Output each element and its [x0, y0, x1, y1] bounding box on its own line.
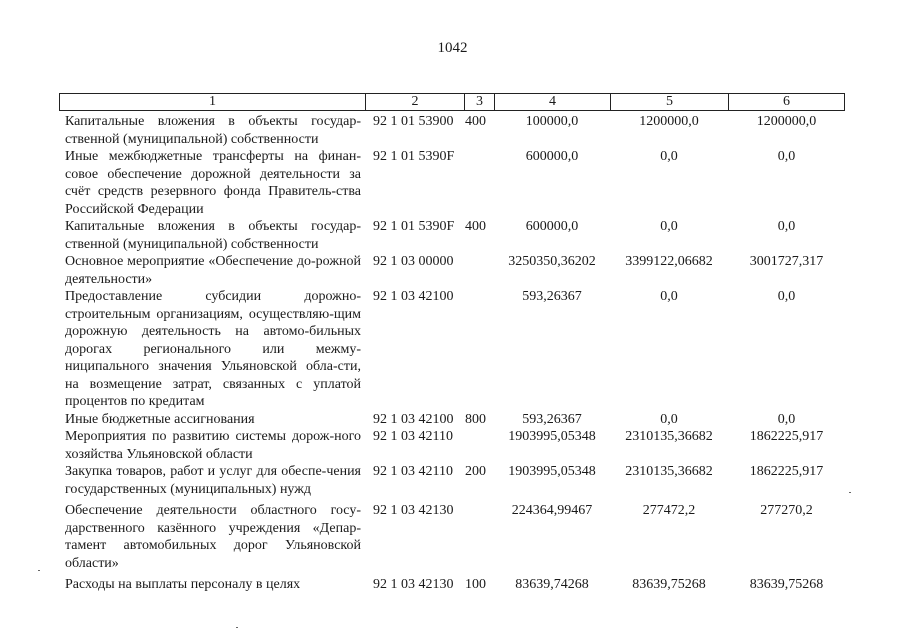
row-code: 92 1 03 42100 — [373, 289, 454, 304]
row-name: Закупка товаров, работ и услуг для обеспе-чения государственных (муниципальных) нужд — [65, 464, 361, 497]
row-vr: 400 — [465, 114, 486, 129]
row-code: 92 1 03 42110 — [373, 464, 453, 479]
row-vr: 200 — [465, 464, 486, 479]
row-name: Мероприятия по развитию системы дорож-ного хозяйства Ульяновской области — [65, 429, 361, 462]
table-row — [59, 463, 845, 498]
row-name: Иные межбюджетные трансферты на финан-совое обеспечение дорожной деятельности за счёт средств резервного фонда Правитель-ства Российской Федерации — [65, 149, 361, 217]
row-name: Капитальные вложения в объекты государ-ственной (муниципальной) собственности — [65, 219, 361, 252]
row-code: 92 1 03 42100 — [373, 411, 454, 427]
row-value-5: 2310135,36682 — [625, 429, 713, 444]
row-value-4: 1903995,05348 — [508, 464, 596, 479]
scan-speck — [236, 627, 238, 628]
row-value-4: 593,26367 — [522, 411, 582, 427]
row-name: Обеспечение деятельности областного госу-дарственного казённого учреждения «Депар-тамент автомобильных дорог Ульяновской области» — [65, 503, 361, 571]
scan-speck — [38, 570, 40, 571]
row-value-5: 83639,75268 — [632, 577, 706, 592]
row-name: Основное мероприятие «Обеспечение до-рожной деятельности» — [65, 254, 361, 287]
scan-speck — [849, 492, 851, 493]
table-row — [59, 411, 845, 429]
row-value-6: 1200000,0 — [756, 114, 817, 129]
row-value-5: 0,0 — [660, 149, 678, 164]
row-code: 92 1 01 5390F — [373, 149, 455, 164]
row-value-6: 1862225,917 — [749, 429, 824, 444]
table-row — [59, 113, 845, 148]
row-value-4: 100000,0 — [525, 114, 579, 129]
table-row — [59, 502, 845, 572]
row-value-6: 0,0 — [777, 411, 796, 427]
row-value-6: 0,0 — [777, 219, 796, 234]
row-value-6: 277270,2 — [760, 503, 813, 518]
row-value-6: 3001727,317 — [749, 254, 824, 269]
row-value-5: 2310135,36682 — [625, 464, 713, 479]
row-name: Капитальные вложения в объекты государ-ственной (муниципальной) собственности — [65, 114, 361, 147]
row-vr: 800 — [465, 411, 486, 427]
header-col-2: 2 — [366, 94, 465, 110]
row-value-6: 0,0 — [777, 289, 796, 304]
row-name: Расходы на выплаты персоналу в целях — [65, 577, 301, 592]
table-body — [59, 113, 845, 594]
row-code: 92 1 03 42130 — [373, 503, 454, 518]
header-col-5: 5 — [611, 94, 729, 110]
row-name: Иные бюджетные ассигнования — [65, 411, 255, 427]
row-value-5: 0,0 — [660, 289, 678, 304]
header-col-1: 1 — [60, 94, 366, 110]
row-value-4: 224364,99467 — [511, 503, 593, 518]
row-code: 92 1 03 00000 — [373, 254, 454, 269]
row-value-6: 83639,75268 — [749, 577, 824, 592]
row-vr: 100 — [465, 577, 486, 592]
header-col-6: 6 — [783, 94, 790, 109]
row-value-4: 600000,0 — [525, 219, 579, 234]
row-value-5: 0,0 — [660, 411, 678, 427]
row-value-6: 1862225,917 — [749, 464, 824, 479]
table-row — [59, 428, 845, 463]
row-value-5: 277472,2 — [642, 503, 696, 518]
table-row — [59, 148, 845, 218]
table-header — [59, 93, 845, 111]
table-row — [59, 218, 845, 253]
row-value-4: 600000,0 — [525, 149, 579, 164]
row-value-4: 593,26367 — [522, 289, 582, 304]
row-value-4: 83639,74268 — [515, 577, 589, 592]
table-row — [59, 288, 845, 411]
header-col-4: 4 — [495, 94, 611, 110]
table-row — [59, 576, 845, 594]
row-value-6: 0,0 — [777, 149, 796, 164]
header-col-3: 3 — [465, 94, 495, 110]
row-code: 92 1 03 42110 — [373, 429, 453, 444]
row-value-5: 3399122,06682 — [625, 254, 713, 269]
row-vr: 400 — [465, 219, 486, 234]
page-number: 1042 — [437, 40, 468, 56]
row-code: 92 1 01 53900 — [373, 114, 454, 129]
row-value-4: 3250350,36202 — [508, 254, 596, 269]
row-value-5: 1200000,0 — [639, 114, 699, 129]
row-value-4: 1903995,05348 — [508, 429, 596, 444]
row-code: 92 1 03 42130 — [373, 577, 454, 592]
row-name: Предоставление субсидии дорожно-строительным организациям, осуществляю-щим дорожную деятельность на автомо-бильных дорогах регионального или межму-ниципального значения Ульяновской обла-сти, на возмещение затрат, связанных с уплатой процентов по кредитам — [65, 289, 361, 409]
row-code: 92 1 01 5390F — [373, 219, 455, 234]
table-row — [59, 253, 845, 288]
row-value-5: 0,0 — [660, 219, 678, 234]
